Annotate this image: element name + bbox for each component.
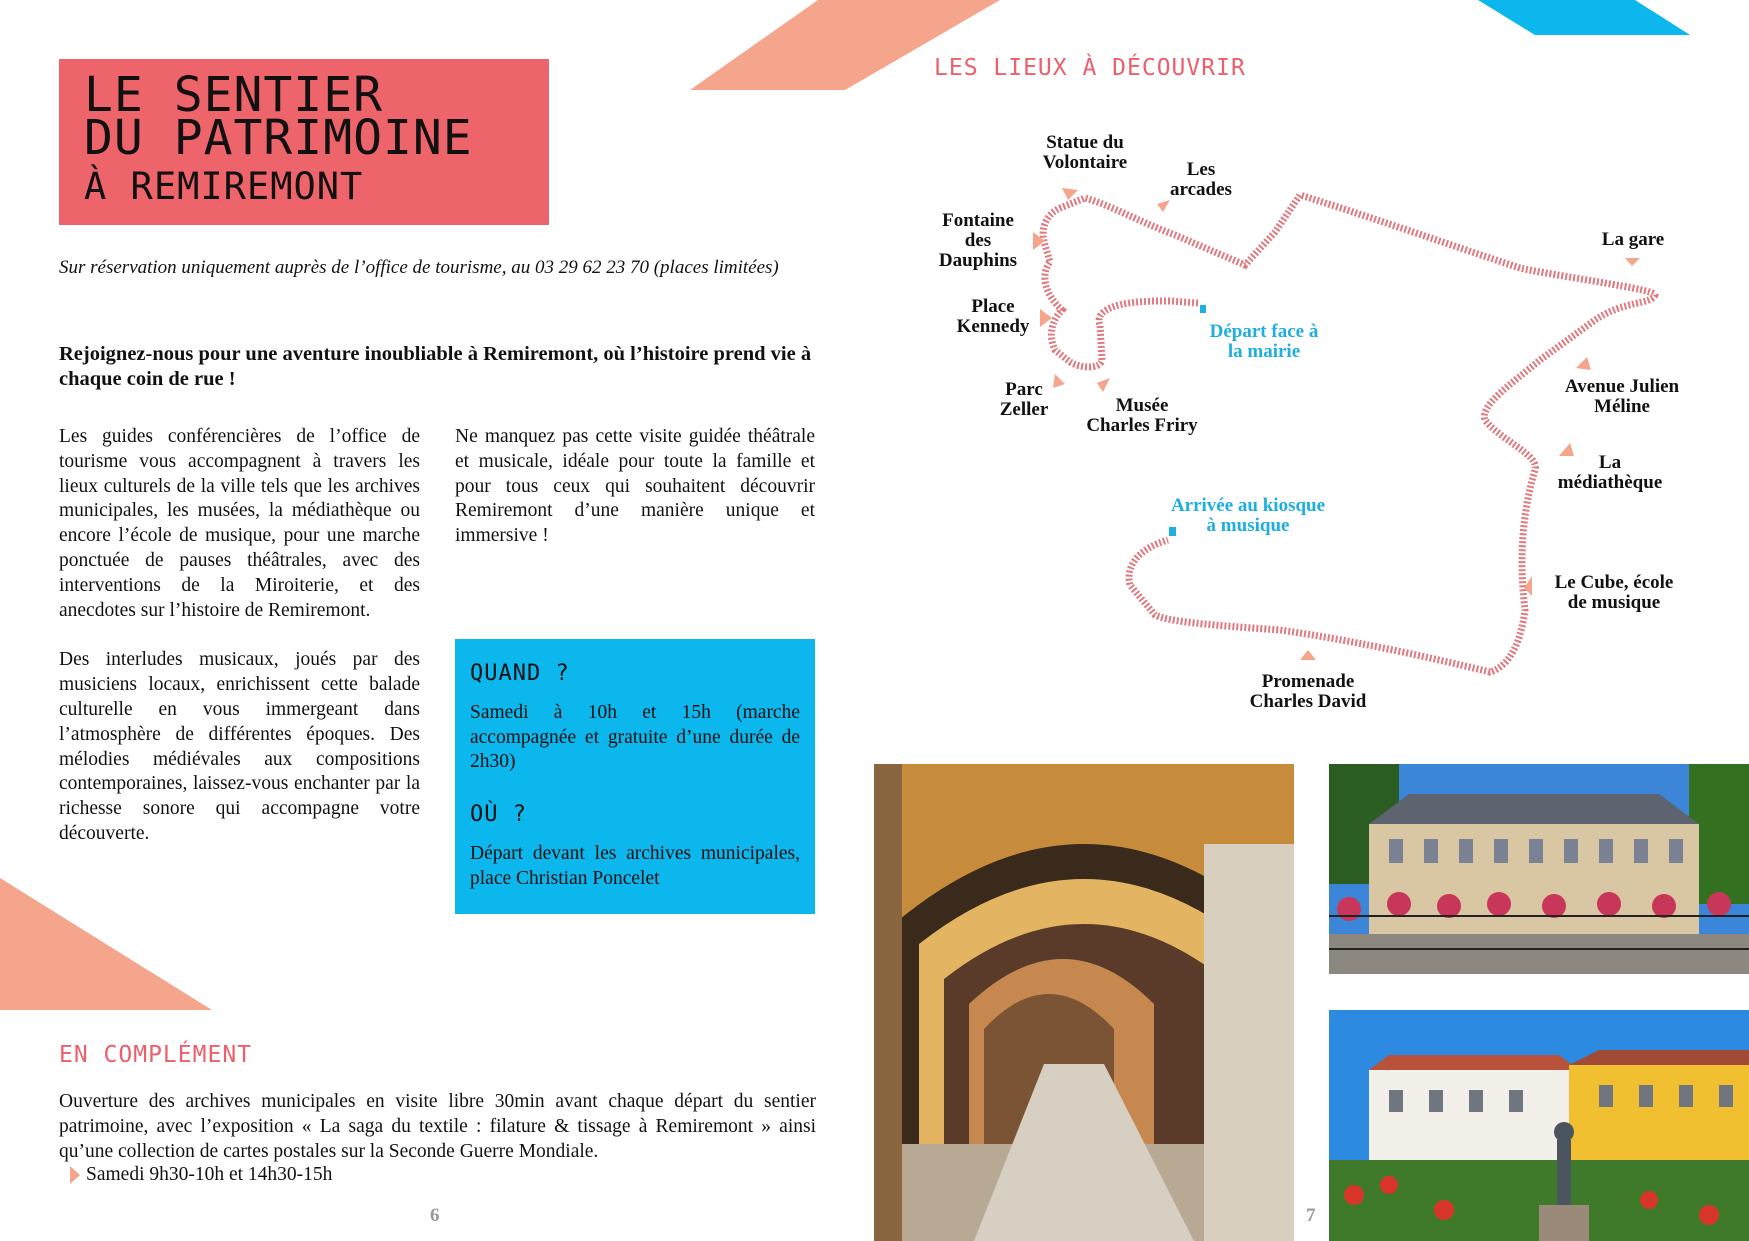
place-musee-friry: Musée Charles Friry — [1086, 395, 1198, 436]
place-kennedy: Place Kennedy — [956, 296, 1030, 337]
place-fontaine-dauphins: Fontaine des Dauphins — [938, 210, 1018, 271]
place-le-cube: Le Cube, école de musique — [1554, 572, 1674, 613]
place-avenue-meline: Avenue Julien Méline — [1564, 376, 1680, 417]
complement-text: Ouverture des archives municipales en visite libre 30min avant chaque départ du sentier patrimoine, avec l’exposition « La saga du textile : filature & tissage à Remiremont » ainsi qu’une collection de cartes postales sur la Seconde Guerre Mondiale. — [59, 1091, 816, 1162]
intro-text: Rejoignez-nous pour une aventure inoubliable à Remiremont, où l’histoire prend vie à chaque coin de rue ! — [59, 343, 812, 390]
reservation-note: Sur réservation uniquement auprès de l’office de tourisme, au 03 29 62 23 70 (places limitées) — [59, 257, 779, 278]
place-promenade-david: Promenade Charles David — [1249, 671, 1367, 712]
page-number-right: 7 — [1306, 1205, 1316, 1226]
title-line-3: À REMIREMONT — [84, 165, 364, 208]
complement-schedule: Samedi 9h30-10h et 14h30-15h — [86, 1164, 333, 1185]
page-number-left: 6 — [430, 1205, 440, 1226]
place-mediatheque: La médiathèque — [1557, 452, 1663, 493]
where-text: Départ devant les archives municipales, place Christian Poncelet — [470, 843, 800, 889]
photo-town-square — [1329, 1010, 1749, 1241]
when-heading: QUAND ? — [470, 661, 570, 686]
place-arcades: Les arcades — [1170, 159, 1232, 200]
body-paragraph: Les guides conférencières de l’office de tourisme vous accompagnent à travers les lieux culturels de la ville tels que les archives municipales, les musées, la médiathèque ou encore l’école de musique, pour une marche ponctuée de pauses théâtrales, avec des interventions de la Miroiterie, et des anecdotes sur l’histoire de Remiremont. — [59, 426, 420, 621]
body-paragraph: Ne manquez pas cette visite guidée théâtrale et musicale, idéale pour toute la famille et pour tous ceux qui souhaitent découvrir Remiremont d’une manière unique et immersive ! — [455, 426, 815, 547]
photo-city-building — [1329, 764, 1749, 974]
place-parc-zeller: Parc Zeller — [999, 379, 1049, 420]
places-heading: LES LIEUX À DÉCOUVRIR — [934, 55, 1246, 81]
when-text: Samedi à 10h et 15h (marche accompagnée et gratuite d’une durée de 2h30) — [470, 702, 800, 772]
place-statue-volontaire: Statue du Volontaire — [1042, 132, 1128, 173]
title-line-2: DU PATRIMOINE — [84, 110, 473, 166]
place-depart-mairie: Départ face à la mairie — [1209, 321, 1319, 362]
place-arrivee-kiosque: Arrivée au kiosque à musique — [1170, 495, 1326, 536]
where-heading: OÙ ? — [470, 802, 527, 827]
start-marker-icon — [1200, 305, 1206, 313]
place-gare: La gare — [1601, 229, 1665, 250]
photo-arcades — [874, 764, 1294, 1241]
title-line-1: LE SENTIER — [84, 67, 383, 123]
body-paragraph: Des interludes musicaux, joués par des musiciens locaux, enrichissent cette balade culturelle en vous immergeant dans l’atmosphère de différentes époques. Des mélodies médiévales aux compositions contemporaines, laissez-vous enchanter par la richesse sonore qui accompagne votre découverte. — [59, 649, 420, 844]
complement-heading: EN COMPLÉMENT — [59, 1042, 253, 1068]
